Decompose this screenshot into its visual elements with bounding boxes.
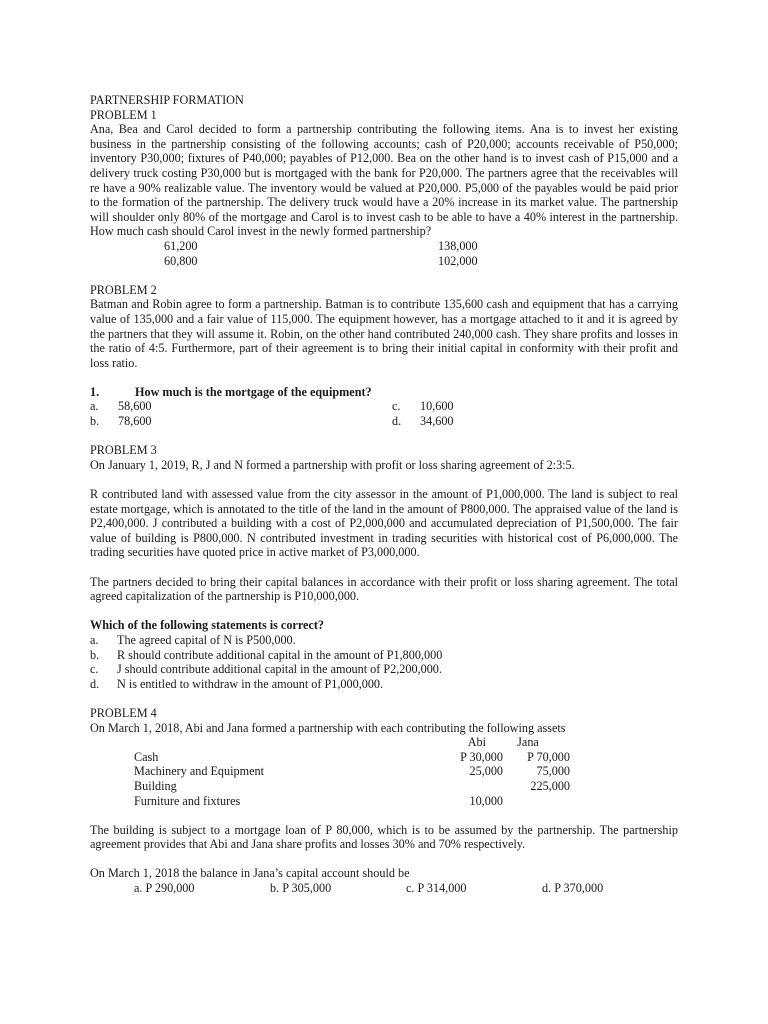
- problem-1-heading: PROBLEM 1: [90, 107, 157, 122]
- document-title: PARTNERSHIP FORMATION: [90, 93, 244, 107]
- answer-choice: b. P 305,000: [270, 881, 332, 896]
- statement-item: [90, 633, 678, 648]
- problem-3-body-1: R contributed land with assessed value from the city assessor in the amount of P1,000,000. The land is subject to real estate mortgage, which is annotated to the title of the land in the amount of P800,000. The appraised value of the land is P2,400,000. J contributed a building with a cost of P2,000,000 and accumulated depreciation of P1,500,000. The fair value of building is P800,000. N contributed investment in trading securities with historical cost of P6,000,000. The trading securities have quoted price in active market of P3,000,000.: [90, 487, 678, 560]
- column-header-jana: Jana: [517, 735, 539, 750]
- problem-3-intro: On January 1, 2019, R, J and N formed a partnership with profit or loss sharing agreement of 2:3:5.: [90, 457, 575, 472]
- statement-letter: d.: [90, 676, 100, 691]
- problem-3-heading: PROBLEM 3: [90, 443, 157, 458]
- statement-item: [90, 662, 678, 677]
- asset-jana-value: P 70,000: [527, 749, 570, 764]
- option-value: 34,600: [420, 414, 454, 429]
- option-letter: c.: [392, 399, 401, 414]
- column-header-abi: Abi: [467, 735, 486, 750]
- assets-table-header: [134, 735, 678, 750]
- problem-2-heading: PROBLEM 2: [90, 282, 157, 297]
- asset-abi-value: [434, 779, 503, 794]
- problem-1-choice: 102,000: [438, 253, 478, 268]
- answer-choice: a. P 290,000: [134, 881, 195, 896]
- problem-2-question: [90, 385, 678, 400]
- table-row: [134, 764, 570, 779]
- assets-table: [134, 750, 570, 808]
- option-value: 78,600: [118, 414, 152, 429]
- option-letter: a.: [90, 399, 99, 414]
- answer-choice: c. P 314,000: [406, 881, 467, 896]
- problem-4-intro: On March 1, 2018, Abi and Jana formed a partnership with each contributing the following assets: [90, 720, 566, 735]
- problem-4-body: The building is subject to a mortgage loan of P 80,000, which is to be assumed by the partnership. The partnership agreement provides that Abi and Jana share profits and losses 30% and 70% respectively.: [90, 822, 678, 852]
- asset-jana-value: [503, 794, 570, 809]
- statement-text: N is entitled to withdraw in the amount of P1,000,000.: [117, 676, 384, 691]
- problem-2-options-row-1: [90, 399, 678, 414]
- problem-1-choice: 60,800: [164, 253, 198, 268]
- problem-2-body: Batman and Robin agree to form a partnership. Batman is to contribute 135,600 cash and equipment that has a carrying value of 135,000 and a fair value of 115,000. The equipment however, has a mortgage attached to it and it is agreed by the partners that they will assume it. Robin, on the other hand contributed 240,000 cash. They share profits and losses in the ratio of 4:5. Furthermore, part of their agreement is to bring their initial capital in conformity with their profit and loss ratio.: [90, 297, 678, 370]
- problem-1-choice: 61,200: [164, 238, 198, 253]
- asset-label: Machinery and Equipment: [134, 764, 264, 779]
- statement-text: J should contribute additional capital in the amount of P2,200,000.: [117, 662, 442, 677]
- statement-letter: c.: [90, 662, 99, 677]
- problem-1-choice: 138,000: [438, 238, 478, 253]
- problem-1-body: Ana, Bea and Carol decided to form a partnership contributing the following items. Ana is to invest her existing business in the partnership consisting of the following accounts; cash of P20,000; accounts receivable of P50,000; inventory P30,000; fixtures of P40,000; payables of P12,000. Bea on the other hand is to invest cash of P15,000 and a delivery truck costing P30,000 but is mortgaged with the bank for P20,000. The partners agree that the receivables will re have a 90% realizable value. The inventory would be valued at P20,000. P5,000 of the payables would be paid prior to the formation of the partnership. The delivery truck would have a 20% increase in its market value. The partnership will shoulder only 80% of the mortgage and Carol is to invest cash to be able to have a 40% interest in the partnership. How much cash should Carol invest in the newly formed partnership?: [90, 122, 678, 239]
- table-row: [134, 750, 570, 765]
- question-text: How much is the mortgage of the equipment?: [135, 384, 372, 399]
- statement-letter: b.: [90, 647, 100, 662]
- option-letter: b.: [90, 414, 100, 429]
- statement-item: [90, 648, 678, 663]
- problem-3-body-2: The partners decided to bring their capital balances in accordance with their profit or loss sharing agreement. The total agreed capitalization of the partnership is P10,000,000.: [90, 574, 678, 604]
- asset-abi-value: 10,000: [469, 793, 503, 808]
- asset-label: Furniture and fixtures: [134, 793, 241, 808]
- asset-label: Building: [134, 778, 177, 793]
- statement-text: R should contribute additional capital in the amount of P1,800,000: [117, 647, 443, 662]
- option-letter: d.: [392, 414, 402, 429]
- statement-text: The agreed capital of N is P500,000.: [117, 632, 296, 647]
- statement-letter: a.: [90, 632, 99, 647]
- asset-jana-value: 75,000: [536, 764, 570, 779]
- option-value: 10,600: [420, 399, 454, 414]
- asset-jana-value: 225,000: [530, 778, 570, 793]
- asset-label: Cash: [134, 749, 159, 764]
- problem-1-choices-row-2: [90, 254, 678, 269]
- statement-item: [90, 677, 678, 692]
- problem-2-options-row-2: [90, 414, 678, 429]
- document-content: [90, 93, 678, 896]
- table-row: [134, 794, 570, 809]
- problem-1-choices-row-1: [90, 239, 678, 254]
- problem-4-heading: PROBLEM 4: [90, 705, 157, 720]
- problem-4-question: On March 1, 2018 the balance in Jana’s capital account should be: [90, 866, 410, 881]
- problem-3-question: Which of the following statements is correct?: [90, 618, 325, 633]
- answer-choice: d. P 370,000: [542, 881, 604, 896]
- question-number: 1.: [90, 384, 100, 399]
- asset-abi-value: 25,000: [469, 764, 503, 779]
- table-row: [134, 779, 570, 794]
- option-value: 58,600: [118, 399, 152, 414]
- problem-4-choices: [134, 881, 678, 896]
- asset-abi-value: P 30,000: [460, 749, 503, 764]
